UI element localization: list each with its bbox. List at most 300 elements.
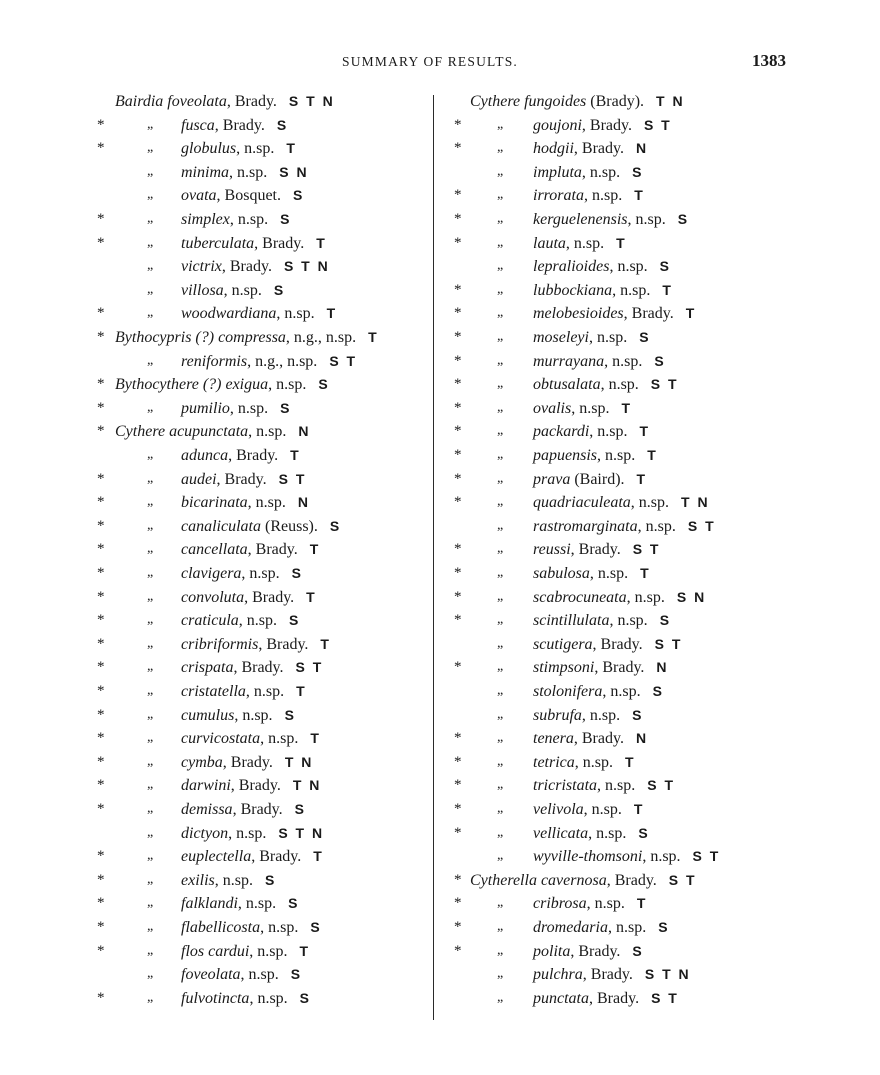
species-author: , n.sp.: [229, 399, 269, 417]
species-text: [181, 679, 307, 704]
new-record-asterisk: *: [97, 305, 105, 322]
new-record-asterisk: *: [97, 329, 105, 345]
new-record-asterisk: *: [97, 470, 105, 487]
locality-codes: T: [309, 541, 321, 558]
ditto-mark: „: [497, 706, 504, 722]
new-record-asterisk: *: [97, 730, 105, 747]
species-name: cumulus: [181, 706, 235, 724]
ditto-mark: „: [147, 730, 154, 746]
species-text: [533, 113, 672, 138]
new-record-asterisk: *: [97, 753, 105, 770]
species-author: , n.g., n.sp.: [247, 352, 318, 370]
new-record-asterisk: *: [454, 470, 462, 487]
locality-codes: S: [299, 989, 312, 1006]
new-record-asterisk: *: [97, 517, 105, 534]
ditto-mark: „: [497, 234, 504, 250]
species-name: fusca: [181, 116, 215, 134]
genus-name: Cythere acupunctata, n.sp. N: [115, 423, 311, 441]
species-text: [533, 844, 720, 869]
species-author: , Brady.: [573, 730, 624, 748]
locality-codes: S: [639, 329, 651, 345]
species-author: , Bosquet.: [216, 187, 281, 205]
species-entry: [436, 561, 880, 585]
ditto-mark: „: [497, 801, 504, 816]
species-entry: [436, 301, 880, 325]
locality-codes: S T: [687, 517, 716, 534]
locality-codes: S: [652, 683, 664, 699]
species-entry: [0, 939, 435, 963]
species-text: [181, 750, 313, 775]
new-record-asterisk: *: [454, 116, 462, 133]
species-entry: [436, 89, 880, 113]
species-author: , n.sp.: [276, 305, 315, 323]
new-record-asterisk: *: [97, 895, 105, 912]
species-text: [533, 773, 675, 798]
species-text: [533, 467, 647, 492]
new-record-asterisk: *: [97, 659, 105, 676]
species-author: , n.sp.: [574, 753, 613, 771]
species-author: , n.sp.: [589, 565, 629, 582]
species-author: , n.sp.: [600, 376, 639, 394]
new-record-asterisk: *: [97, 777, 105, 794]
species-author: , n.sp.: [637, 517, 676, 535]
species-author: , n.sp.: [248, 423, 287, 441]
locality-codes: S: [280, 399, 292, 416]
locality-codes: S N: [279, 163, 309, 180]
species-name: demissa: [181, 801, 233, 818]
species-entry: [0, 160, 435, 184]
species-entry: [436, 773, 880, 797]
new-record-asterisk: *: [454, 753, 462, 770]
species-author: , n.sp.: [602, 683, 641, 700]
new-record-asterisk: *: [97, 234, 105, 251]
new-record-asterisk: *: [97, 801, 105, 817]
ditto-mark: „: [497, 777, 504, 793]
new-record-asterisk: *: [97, 635, 105, 652]
species-author: , n.sp.: [642, 848, 681, 866]
species-entry: [0, 821, 435, 845]
locality-codes: T: [313, 848, 324, 865]
new-record-asterisk: *: [454, 871, 462, 888]
species-author: , n.sp.: [229, 211, 269, 228]
species-text: [533, 514, 716, 539]
new-record-asterisk: *: [97, 848, 105, 865]
species-entry: [436, 278, 880, 302]
new-record-asterisk: *: [97, 612, 105, 629]
species-entry: [436, 655, 880, 679]
locality-codes: S T: [654, 635, 683, 652]
ditto-mark: „: [147, 470, 154, 486]
species-text: [533, 915, 670, 940]
new-record-asterisk: *: [97, 919, 105, 935]
species-author: , Brady.: [247, 541, 298, 559]
species-author: , n.sp.: [607, 919, 647, 936]
species-name: villosa: [181, 281, 224, 299]
species-name: lubbockiana: [533, 281, 613, 299]
species-entry: [0, 655, 435, 679]
species-entry: [436, 160, 880, 184]
species-entry: [0, 585, 435, 609]
species-text: [533, 349, 666, 374]
species-entry: [0, 467, 435, 491]
species-name: lauta: [533, 234, 566, 252]
species-entry: [0, 773, 435, 797]
species-entry: [0, 136, 435, 160]
locality-codes: N: [656, 659, 669, 676]
species-author: , Brady.: [244, 588, 295, 606]
new-record-asterisk: *: [454, 919, 462, 935]
ditto-mark: „: [497, 541, 504, 557]
species-entry: [0, 844, 435, 868]
species-author: , n.sp.: [247, 494, 286, 512]
species-name: globulus: [181, 140, 237, 158]
locality-codes: S: [658, 919, 670, 935]
species-name: woodwardiana: [181, 305, 277, 323]
species-text: [181, 703, 296, 728]
species-entry: [0, 278, 435, 302]
ditto-mark: „: [147, 588, 154, 604]
species-name: irrorata: [533, 187, 584, 205]
species-entry: [436, 490, 880, 514]
species-text: [181, 773, 321, 798]
locality-codes: S: [276, 116, 289, 133]
species-text: [533, 608, 671, 633]
ditto-mark: „: [147, 447, 154, 462]
new-record-asterisk: *: [97, 683, 105, 699]
species-entry: [0, 254, 435, 278]
species-author: , Brady.: [228, 447, 279, 464]
locality-codes: T: [647, 447, 658, 463]
genus-name: Cythere fungoides (Brady). T N: [470, 93, 685, 110]
species-entry: [0, 301, 435, 325]
species-entry: [436, 915, 880, 939]
species-name: stimpsoni: [533, 659, 595, 677]
species-entry: [436, 585, 880, 609]
species-text: [181, 561, 303, 586]
species-entry: [436, 325, 880, 349]
new-record-asterisk: *: [454, 234, 462, 251]
species-text: [533, 726, 648, 751]
species-entry: [436, 467, 880, 491]
species-text: [181, 821, 324, 846]
ditto-mark: „: [497, 659, 504, 675]
species-name: euplectella: [181, 848, 252, 866]
ditto-mark: „: [497, 753, 504, 769]
species-name: bicarinata: [181, 494, 248, 512]
species-text: [181, 396, 291, 421]
locality-codes: T N: [284, 753, 314, 770]
species-name: dictyon: [181, 824, 229, 842]
ditto-mark: „: [147, 187, 154, 203]
species-entry: [436, 726, 880, 750]
locality-codes: S T N: [288, 93, 335, 109]
species-entry: [0, 868, 435, 892]
ditto-mark: „: [147, 706, 154, 722]
new-record-asterisk: *: [454, 777, 462, 794]
species-name: convoluta: [181, 588, 245, 606]
locality-codes: N: [635, 730, 649, 747]
ditto-mark: „: [147, 258, 154, 274]
species-text: [181, 632, 331, 657]
species-name: scintillulata: [533, 612, 610, 630]
species-entry: [436, 962, 880, 986]
locality-codes: S: [273, 281, 286, 298]
ditto-mark: „: [147, 281, 154, 297]
ditto-mark: „: [497, 895, 504, 911]
locality-codes: S T N: [278, 824, 325, 841]
locality-codes: T: [306, 588, 317, 605]
species-text: [533, 655, 669, 680]
species-text: [181, 254, 330, 279]
ditto-mark: „: [497, 919, 504, 934]
species-entry: [0, 608, 435, 632]
ditto-mark: „: [147, 801, 154, 816]
species-text: [533, 750, 636, 775]
ditto-mark: „: [497, 942, 504, 958]
ditto-mark: „: [497, 329, 504, 344]
ditto-mark: „: [497, 116, 504, 132]
locality-codes: N: [635, 140, 649, 157]
locality-codes: S: [638, 824, 650, 841]
species-author: , n.sp.: [223, 281, 262, 299]
species-text: [533, 136, 648, 161]
species-name: reniformis: [181, 352, 248, 370]
species-text: [181, 655, 323, 680]
species-author: , Brady.: [592, 635, 643, 653]
species-text: [533, 396, 632, 421]
species-entry: [436, 821, 880, 845]
locality-codes: T: [316, 234, 327, 251]
locality-codes: S: [293, 187, 305, 204]
ditto-mark: „: [497, 187, 504, 203]
species-name: falklandi: [181, 895, 238, 913]
species-name: flabellicosta: [181, 919, 261, 936]
species-author: , Brady.: [589, 989, 640, 1007]
new-record-asterisk: *: [97, 706, 105, 723]
ditto-mark: „: [147, 305, 154, 321]
locality-codes: S: [310, 919, 322, 935]
species-author: , Brady.: [570, 541, 621, 559]
species-text: [181, 514, 341, 539]
locality-codes: S: [265, 871, 277, 888]
species-text: [533, 962, 691, 987]
locality-codes: T: [662, 281, 673, 298]
ditto-mark: „: [497, 211, 504, 226]
locality-codes: T: [685, 305, 697, 322]
species-author: , Brady.: [582, 966, 633, 984]
species-name: rastromarginata: [533, 517, 638, 535]
ditto-mark: „: [147, 989, 154, 1005]
species-name: clavigera: [181, 565, 242, 582]
species-entry: [0, 750, 435, 774]
new-record-asterisk: *: [97, 588, 105, 605]
species-entry: [0, 207, 435, 231]
locality-codes: T: [310, 730, 321, 747]
species-author: , Brady.: [232, 801, 283, 818]
new-record-asterisk: *: [454, 423, 462, 440]
species-text: [181, 797, 306, 822]
new-record-asterisk: *: [454, 352, 462, 369]
species-name: (?) exigua: [202, 376, 269, 394]
species-text: [533, 325, 651, 350]
species-name: fungoides: [524, 93, 587, 110]
species-name: scutigera: [533, 635, 593, 653]
species-entry: [436, 372, 880, 396]
species-entry: [0, 419, 435, 443]
new-record-asterisk: *: [97, 116, 105, 133]
species-name: foveolata: [167, 93, 227, 110]
ditto-mark: „: [497, 588, 504, 604]
species-name: foveolata: [181, 966, 241, 984]
new-record-asterisk: *: [454, 211, 462, 227]
species-entry: [0, 396, 435, 420]
species-entry: [0, 537, 435, 561]
locality-codes: S: [291, 565, 303, 581]
species-name: reussi: [533, 541, 571, 559]
species-entry: [436, 844, 880, 868]
species-text: [181, 183, 304, 208]
locality-codes: S T: [278, 470, 307, 487]
species-entry: [436, 443, 880, 467]
ditto-mark: „: [147, 919, 154, 934]
genus-name: Bairdia foveolata, Brady. S T N: [115, 93, 335, 110]
species-author: , Brady.: [581, 116, 632, 134]
locality-codes: T: [636, 895, 648, 912]
species-author: , n.sp.: [609, 258, 648, 276]
new-record-asterisk: *: [97, 423, 105, 440]
species-author: , n.sp.: [581, 163, 621, 181]
species-text: [533, 278, 673, 303]
new-record-asterisk: *: [97, 376, 105, 393]
locality-codes: S: [294, 801, 306, 817]
species-name: darwini: [181, 777, 231, 795]
ditto-mark: „: [497, 281, 504, 297]
ditto-mark: „: [147, 848, 154, 864]
new-record-asterisk: *: [454, 801, 462, 817]
species-text: [533, 537, 660, 562]
new-record-asterisk: *: [97, 140, 105, 157]
locality-codes: T: [290, 447, 301, 463]
locality-codes: S: [284, 706, 296, 723]
species-author: , n.sp.: [249, 942, 288, 960]
species-author: , Brady.: [226, 93, 277, 110]
species-name: stolonifera: [533, 683, 603, 700]
species-name: cancellata: [181, 541, 248, 559]
species-entry: [0, 231, 435, 255]
species-text: [181, 844, 324, 869]
species-entry: [436, 797, 880, 821]
new-record-asterisk: *: [97, 989, 105, 1006]
locality-codes: S T: [647, 777, 676, 794]
species-name: fulvotincta: [181, 989, 250, 1007]
species-name: pulchra: [533, 966, 583, 984]
species-author: , n.sp.: [238, 612, 277, 630]
ditto-mark: „: [147, 871, 154, 887]
ditto-mark: „: [497, 565, 504, 580]
new-record-asterisk: *: [97, 399, 105, 416]
species-text: [533, 443, 658, 468]
species-entry: [0, 679, 435, 703]
new-record-asterisk: *: [454, 565, 462, 581]
species-name: cribriformis: [181, 635, 259, 653]
locality-codes: T: [625, 753, 636, 770]
ditto-mark: „: [497, 635, 504, 651]
genus-name: Bythocythere (?) exigua, n.sp. S: [115, 376, 330, 394]
species-author: , n.sp.: [589, 423, 628, 441]
species-name: impluta: [533, 163, 582, 181]
locality-codes: T: [296, 683, 307, 699]
locality-codes: S T: [668, 871, 697, 888]
new-record-asterisk: *: [454, 187, 462, 204]
species-author: , Brady.: [594, 659, 645, 677]
ditto-mark: „: [497, 163, 504, 179]
species-name: acupunctata: [169, 423, 249, 441]
species-text: [533, 585, 706, 610]
species-name: victrix: [181, 258, 222, 276]
species-text: [533, 183, 645, 208]
running-title: SUMMARY OF RESULTS.: [342, 54, 518, 69]
new-record-asterisk: *: [454, 588, 462, 605]
species-text: [181, 301, 337, 326]
species-entry: [436, 703, 880, 727]
species-name: vellicata: [533, 824, 589, 842]
species-name: polita: [533, 942, 571, 960]
species-text: [181, 207, 291, 232]
ditto-mark: „: [497, 140, 504, 156]
species-name: wyville-thomsoni: [533, 848, 643, 866]
ditto-mark: „: [147, 777, 154, 793]
locality-codes: S N: [676, 588, 707, 605]
locality-codes: T: [639, 423, 651, 440]
species-name: goujoni: [533, 116, 582, 134]
species-entry: [0, 915, 435, 939]
new-record-asterisk: *: [454, 305, 462, 322]
species-entry: [0, 797, 435, 821]
ditto-mark: „: [497, 399, 504, 415]
species-text: [533, 160, 643, 185]
species-text: [533, 703, 643, 728]
species-author: , n.sp.: [597, 777, 636, 795]
species-entry: [436, 514, 880, 538]
species-author: , Brady.: [570, 942, 621, 960]
ditto-mark: „: [497, 517, 504, 533]
species-author: , n.sp.: [586, 895, 625, 913]
species-text: [181, 490, 310, 515]
species-author: , n.sp.: [597, 447, 636, 464]
species-entry: [0, 632, 435, 656]
new-record-asterisk: *: [97, 211, 105, 227]
ditto-mark: „: [147, 163, 154, 179]
species-name: cymba: [181, 753, 223, 771]
species-author: , n.sp.: [627, 211, 666, 228]
species-entry: [0, 514, 435, 538]
species-entry: [436, 750, 880, 774]
ditto-mark: „: [497, 447, 504, 462]
species-name: tricristata: [533, 777, 598, 795]
species-author: , n.sp.: [565, 234, 605, 252]
species-entry: [0, 443, 435, 467]
species-entry: [436, 986, 880, 1010]
new-record-asterisk: *: [97, 942, 105, 959]
species-text: [181, 962, 302, 987]
species-text: [181, 231, 327, 256]
locality-codes: T: [286, 140, 297, 157]
species-name: obtusalata: [533, 376, 601, 394]
locality-codes: S: [632, 163, 644, 180]
species-text: [533, 679, 664, 704]
locality-codes: S: [659, 612, 672, 629]
ditto-mark: „: [497, 352, 504, 368]
